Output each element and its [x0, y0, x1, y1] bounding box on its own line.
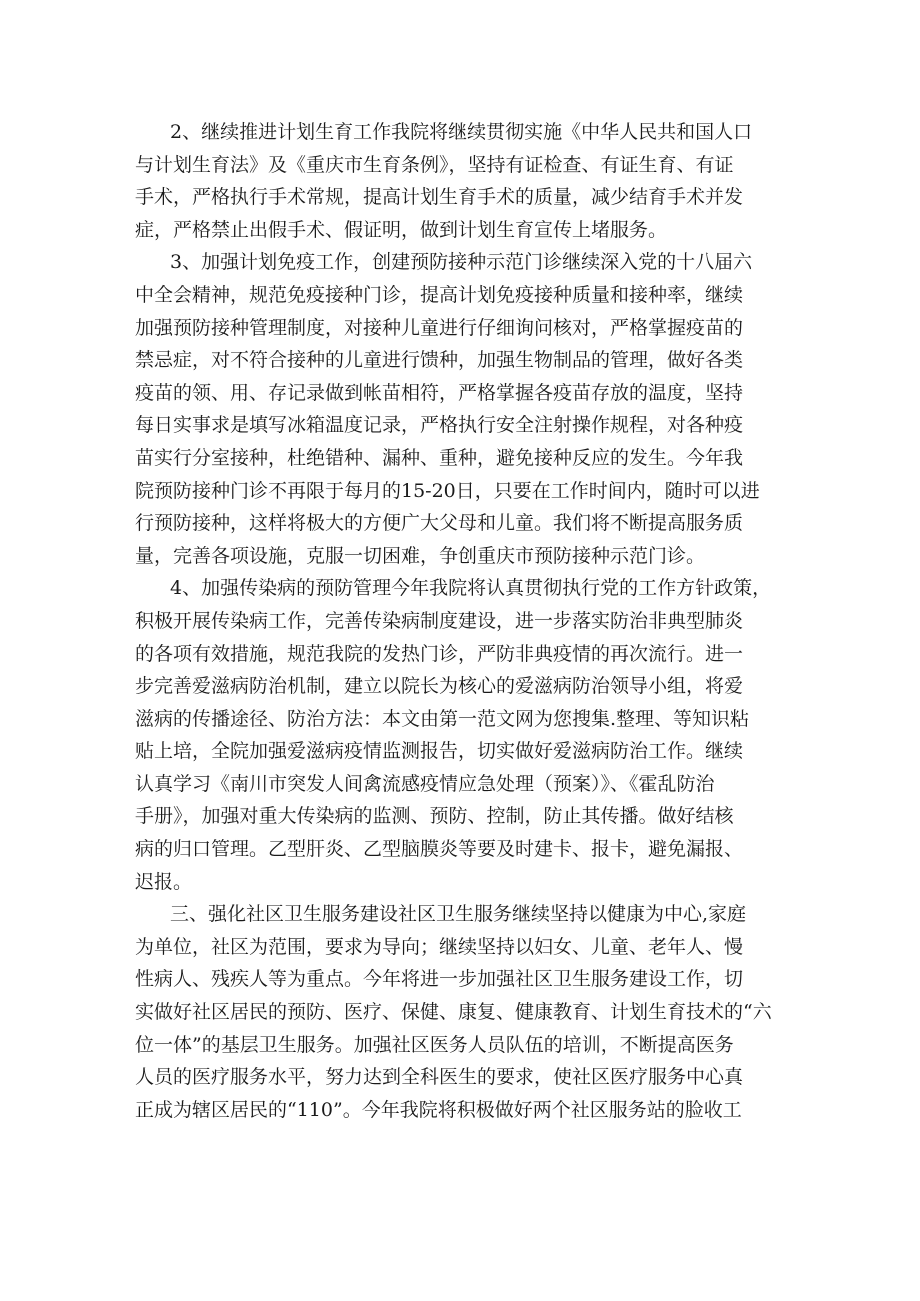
paragraph-2-line-1: 3、加强计划免疫工作，创建预防接种示范门诊继续深入党的十八届六	[170, 251, 753, 274]
paragraph-1-line-4: 症，严格禁止出假手术、假证明，做到计划生育宣传上堵服务。	[135, 218, 668, 241]
paragraph-2-line-7: 苗实行分室接种，杜绝错种、漏种、重种，避免接种反应的发生。今年我	[135, 446, 744, 469]
paragraph-3-line-3: 的各项有效措施，规范我院的发热门诊，严防非典疫情的再次流行。进一	[135, 642, 744, 665]
paragraph-2-line-4: 禁忌症，对不符合接种的儿童进行馈种，加强生物制品的管理，做好各类	[135, 349, 744, 372]
paragraph-4-line-5: 位一体”的基层卫生服务。加强社区医务人员队伍的培训，不断提高医务	[135, 1033, 734, 1056]
paragraph-1-line-3: 手术，严格执行手术常规，提高计划生育手术的质量，减少结育手术并发	[135, 186, 744, 209]
paragraph-4-line-1: 三、强化社区卫生服务建设社区卫生服务继续坚持以健康为中心,家庭	[170, 903, 747, 926]
paragraph-2-line-5: 疫苗的领、用、存记录做到帐苗相符，严格掌握各疫苗存放的温度，坚持	[135, 381, 744, 404]
paragraph-3-line-8: 手册》，加强对重大传染病的监测、预防、控制，防止其传播。做好结核	[135, 805, 734, 828]
paragraph-3-line-6: 贴上培，全院加强爱滋病疫情监测报告，切实做好爱滋病防治工作。继续	[135, 740, 744, 763]
paragraph-4-line-3: 性病人、残疾人等为重点。今年将进一步加强社区卫生服务建设工作，切	[135, 968, 744, 991]
paragraph-4-line-2: 为单位，社区为范围，要求为导向；继续坚持以妇女、儿童、老年人、慢	[135, 935, 744, 958]
paragraph-1-line-2: 与计划生育法》及《重庆市生育条例》，坚持有证检查、有证生育、有证	[135, 153, 734, 176]
paragraph-3-line-1: 4、加强传染病的预防管理今年我院将认真贯彻执行党的工作方针政策，	[170, 577, 772, 600]
paragraph-3-line-5: 滋病的传播途径、防治方法：本文由第一范文网为您搜集.整理、等知识粘	[135, 707, 750, 730]
paragraph-2-line-6: 每日实事求是填写冰箱温度记录，严格执行安全注射操作规程，对各种疫	[135, 414, 744, 437]
paragraph-2-line-10: 量，完善各项设施，克服一切困难，争创重庆市预防接种示范门诊。	[135, 544, 706, 567]
paragraph-3-line-9: 病的归口管理。乙型肝炎、乙型脑膜炎等要及时建卡、报卡，避免漏报、	[135, 838, 744, 861]
paragraph-2-line-3: 加强预防接种管理制度，对接种儿童进行仔细询问核对，严格掌握疫苗的	[135, 316, 744, 339]
paragraph-3-line-2: 积极开展传染病工作，完善传染病制度建设，进一步落实防治非典型肺炎	[135, 609, 744, 632]
document-body	[135, 116, 798, 1126]
paragraph-3-line-4: 步完善爱滋病防治机制，建立以院长为核心的爱滋病防治领导小组，将爱	[135, 675, 744, 698]
paragraph-4-line-7: 正成为辖区居民的“110”。今年我院将积极做好两个社区服务站的脸收工	[135, 1098, 742, 1121]
paragraph-2-line-8: 院预防接种门诊不再限于每月的15-20日，只要在工作时间内，随时可以进	[135, 479, 760, 502]
paragraph-4-line-6: 人员的医疗服务水平，努力达到全科医生的要求，使社区医疗服务中心真	[135, 1066, 744, 1089]
paragraph-1-line-1: 2、继续推进计划生育工作我院将继续贯彻实施《中华人民共和国人口	[170, 121, 753, 143]
paragraph-3-line-10: 迟报。	[135, 870, 193, 893]
paragraph-4-line-4: 实做好社区居民的预防、医疗、保健、康复、健康教育、计划生育技术的“六	[135, 1001, 772, 1024]
paragraph-3-line-7: 认真学习《南川市突发人间禽流感疫情应急处理（预案）》、《霍乱防治	[135, 772, 715, 795]
paragraph-2-line-9: 行预防接种，这样将极大的方便广大父母和儿童。我们将不断提高服务质	[135, 512, 744, 535]
paragraph-2-line-2: 中全会精神，规范免疫接种门诊，提高计划免疫接种质量和接种率，继续	[135, 283, 744, 306]
